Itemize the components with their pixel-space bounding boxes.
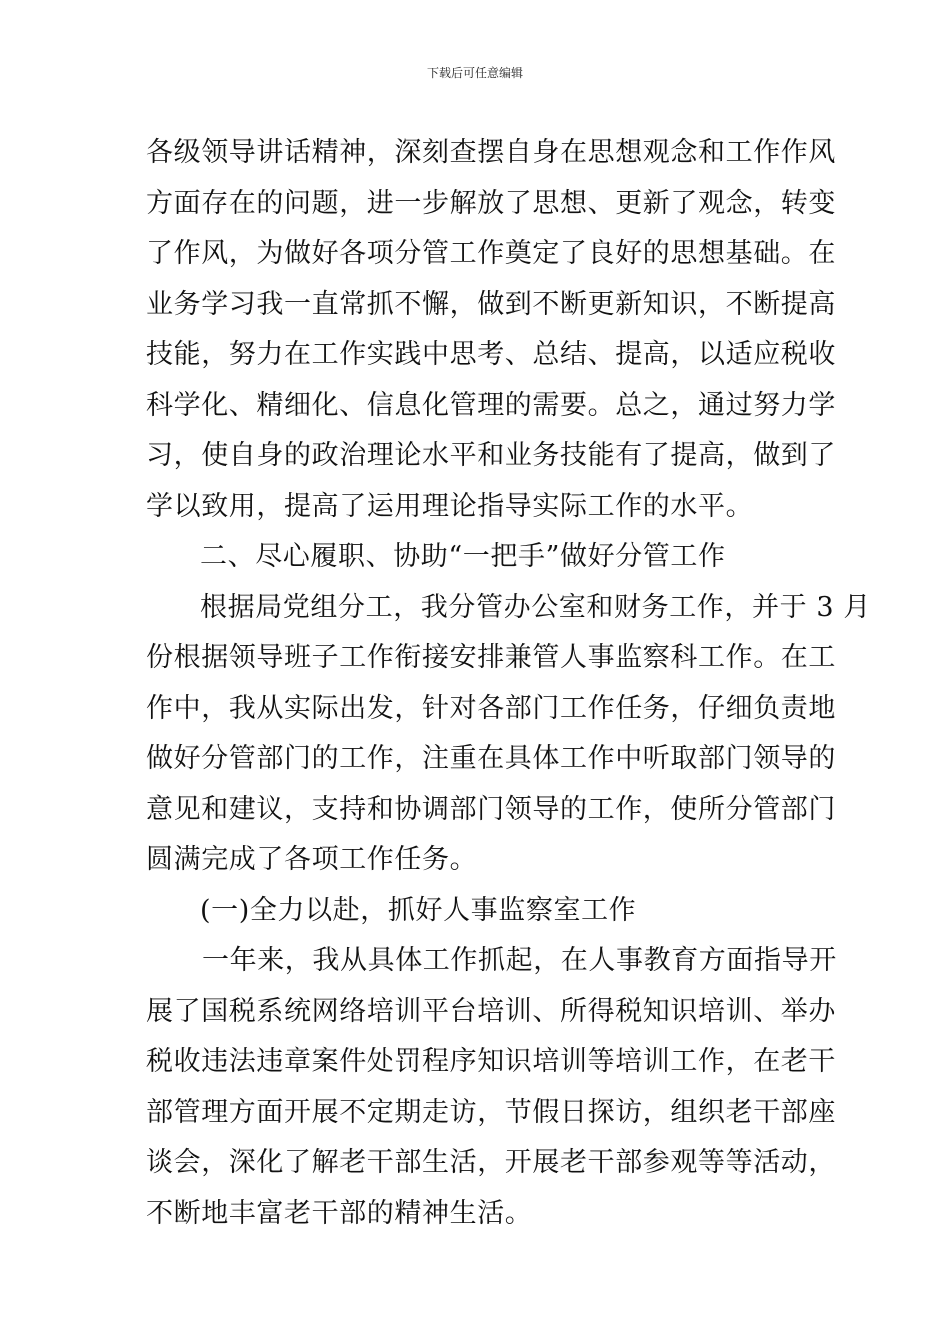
text-line: 展了国税系统网络培训平台培训、所得税知识培训、举办: [146, 995, 836, 1027]
text-line: 谈会，深化了解老干部生活，开展老干部参观等等活动，: [146, 1147, 836, 1178]
text-line: 意见和建议，支持和协调部门领导的工作，使所分管部门: [146, 793, 836, 825]
text-line: 部管理方面开展不定期走访，节假日探访，组织老干部座: [146, 1096, 836, 1128]
text-line: 一年来，我从具体工作抓起，在人事教育方面指导开: [202, 945, 837, 976]
text-line: 各级领导讲话精神，深刻查摆自身在思想观念和工作作风: [146, 137, 836, 168]
text-line: 科学化、精细化、信息化管理的需要。总之，通过努力学: [146, 389, 836, 421]
text-line: 习，使自身的政治理论水平和业务技能有了提高，做到了: [146, 440, 836, 471]
text-line: 业务学习我一直常抓不懈，做到不断更新知识，不断提高: [146, 288, 836, 320]
text-line: 学以致用，提高了运用理论指导实际工作的水平。: [146, 490, 754, 522]
text-line: 圆满完成了各项工作任务。: [146, 844, 478, 875]
text-line: 税收违法违章案件处罚程序知识培训等培训工作，在老干: [146, 1046, 836, 1077]
page-header: 下载后可任意编辑: [426, 66, 523, 80]
document-body: [146, 128, 871, 1239]
text-line: 做好分管部门的工作，注重在具体工作中听取部门领导的: [146, 743, 836, 774]
text-line: 方面存在的问题，进一步解放了思想、更新了观念，转变: [146, 187, 836, 219]
text-line: 技能，努力在工作实践中思考、总结、提高，以适应税收: [146, 339, 836, 370]
text-line: 不断地丰富老干部的精神生活。: [146, 1197, 533, 1229]
subsection-heading: (一)全力以赴，抓好人事监察室工作: [200, 894, 637, 926]
text-line: 作中，我从实际出发，针对各部门工作任务，仔细负责地: [146, 692, 836, 724]
text-line: 了作风，为做好各项分管工作奠定了良好的思想基础。在: [146, 238, 836, 269]
text-line: 根据局党组分工，我分管办公室和财务工作，并于 3 月: [200, 591, 871, 623]
section-heading: 二、尽心履职、协助“一把手”做好分管工作: [200, 541, 726, 572]
text-line: 份根据领导班子工作衔接安排兼管人事监察科工作。在工: [146, 642, 836, 673]
